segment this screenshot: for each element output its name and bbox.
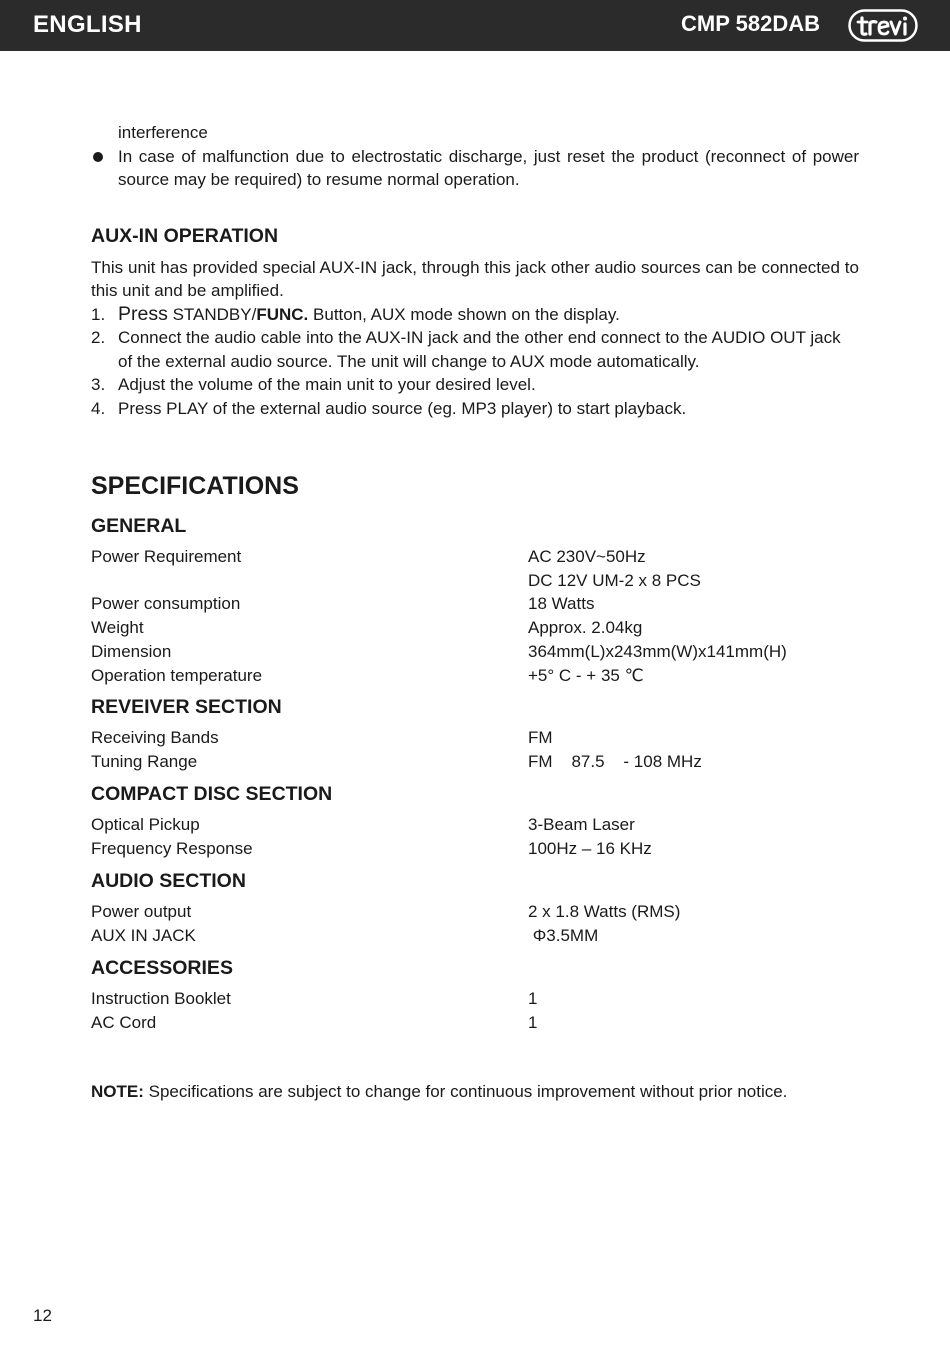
accessories-section-title: ACCESSORIES bbox=[91, 957, 233, 979]
spec-label: AUX IN JACK bbox=[91, 925, 196, 945]
intro-continuation: interference bbox=[118, 123, 208, 142]
language-label: ENGLISH bbox=[33, 11, 142, 38]
aux-section-title: AUX-IN OPERATION bbox=[91, 224, 279, 247]
step-text: Connect the audio cable into the AUX-IN jack and the other end connect to the AUDIO OUT jack of the external audio source. The unit will change to AUX mode automatically. bbox=[118, 328, 841, 371]
step-text-rest: Button, AUX mode shown on the display. bbox=[308, 304, 620, 324]
receiver-section-title: REVEIVER SECTION bbox=[91, 696, 282, 718]
receiver-spec-list bbox=[91, 726, 859, 773]
spec-row bbox=[91, 592, 859, 616]
spec-label: Operation temperature bbox=[91, 665, 263, 685]
bullet-icon bbox=[93, 152, 103, 162]
spec-row bbox=[91, 616, 859, 640]
spec-label: Instruction Booklet bbox=[91, 989, 231, 1008]
spec-label: Optical Pickup bbox=[91, 815, 200, 834]
audio-spec-list bbox=[91, 900, 859, 947]
spec-value: 3-Beam Laser bbox=[528, 815, 635, 834]
spec-row bbox=[91, 813, 859, 837]
spec-label: Power consumption bbox=[91, 594, 241, 613]
note-label: NOTE: bbox=[91, 1082, 144, 1101]
spec-label: AC Cord bbox=[91, 1012, 157, 1032]
audio-section-title: AUDIO SECTION bbox=[91, 870, 246, 892]
spec-value: 1 bbox=[528, 989, 538, 1008]
general-spec-list bbox=[91, 545, 859, 687]
page-number: 12 bbox=[33, 1306, 52, 1325]
aux-step-4 bbox=[91, 397, 859, 421]
step-number: 4. bbox=[91, 398, 106, 418]
spec-value: DC 12V UM-2 x 8 PCS bbox=[528, 570, 701, 590]
spec-row bbox=[91, 837, 859, 861]
spec-value: 100Hz – 16 KHz bbox=[528, 838, 652, 858]
trevi-logo bbox=[848, 9, 918, 42]
spec-value: +5° C - + 35 ℃ bbox=[528, 665, 644, 685]
aux-step-1 bbox=[91, 303, 859, 327]
step-press-word: Press bbox=[118, 302, 168, 325]
general-section-title: GENERAL bbox=[91, 515, 187, 537]
spec-label: Weight bbox=[91, 617, 144, 637]
step-text: Adjust the volume of the main unit to your desired level. bbox=[118, 375, 536, 394]
step-number: 3. bbox=[91, 375, 106, 394]
aux-description: This unit has provided special AUX-IN jack, through this jack other audio sources can be connected to this unit and be amplified. bbox=[91, 257, 859, 300]
spec-label: Receiving Bands bbox=[91, 728, 219, 747]
step-text: STANDBY/ bbox=[167, 304, 257, 324]
note-text: Specifications are subject to change for continuous improvement without prior notice. bbox=[143, 1082, 788, 1101]
spec-value: 2 x 1.8 Watts (RMS) bbox=[528, 902, 681, 921]
page-header bbox=[0, 0, 950, 51]
spec-row bbox=[91, 750, 859, 774]
cd-spec-list bbox=[91, 813, 859, 860]
cd-section-title: COMPACT DISC SECTION bbox=[91, 783, 333, 805]
spec-value: Φ3.5MM bbox=[528, 925, 599, 945]
spec-value: 364mm(L)x243mm(W)x141mm(H) bbox=[528, 642, 787, 661]
spec-value: 18 Watts bbox=[528, 594, 595, 613]
spec-row bbox=[91, 987, 859, 1011]
spec-value: AC 230V~50Hz bbox=[528, 547, 646, 566]
spec-label: Dimension bbox=[91, 642, 172, 661]
specifications-title: SPECIFICATIONS bbox=[91, 472, 299, 500]
spec-label: Power Requirement bbox=[91, 547, 242, 566]
spec-value: FM bbox=[528, 728, 553, 747]
spec-row bbox=[91, 640, 859, 664]
step-number: 1. bbox=[91, 304, 106, 324]
spec-value: Approx. 2.04kg bbox=[528, 617, 643, 637]
spec-row bbox=[91, 569, 859, 593]
spec-row bbox=[91, 545, 859, 569]
spec-row bbox=[91, 900, 859, 924]
accessories-spec-list bbox=[91, 987, 859, 1034]
spec-label: Power output bbox=[91, 902, 192, 921]
bullet-text: In case of malfunction due to electrostatic discharge, just reset the product (reconnect of power source may be required) to resume normal operation. bbox=[118, 146, 859, 189]
aux-step-2 bbox=[91, 326, 859, 373]
spec-row bbox=[91, 1011, 859, 1035]
step-number: 2. bbox=[91, 328, 106, 347]
step-text: Press PLAY of the external audio source (eg. MP3 player) to start playback. bbox=[118, 398, 687, 418]
spec-value: FM 87.5 - 108 MHz bbox=[528, 751, 702, 771]
spec-label: Tuning Range bbox=[91, 751, 198, 771]
aux-step-3 bbox=[91, 373, 859, 397]
spec-row bbox=[91, 726, 859, 750]
spec-value: 1 bbox=[528, 1012, 538, 1032]
note-paragraph bbox=[91, 1080, 859, 1104]
page-content bbox=[91, 121, 859, 1104]
bullet-item bbox=[91, 145, 859, 192]
model-name: CMP 582DAB bbox=[681, 11, 820, 36]
spec-label: Frequency Response bbox=[91, 838, 253, 858]
spec-row bbox=[91, 924, 859, 948]
spec-row bbox=[91, 664, 859, 688]
step-func-bold: FUNC. bbox=[256, 304, 309, 324]
